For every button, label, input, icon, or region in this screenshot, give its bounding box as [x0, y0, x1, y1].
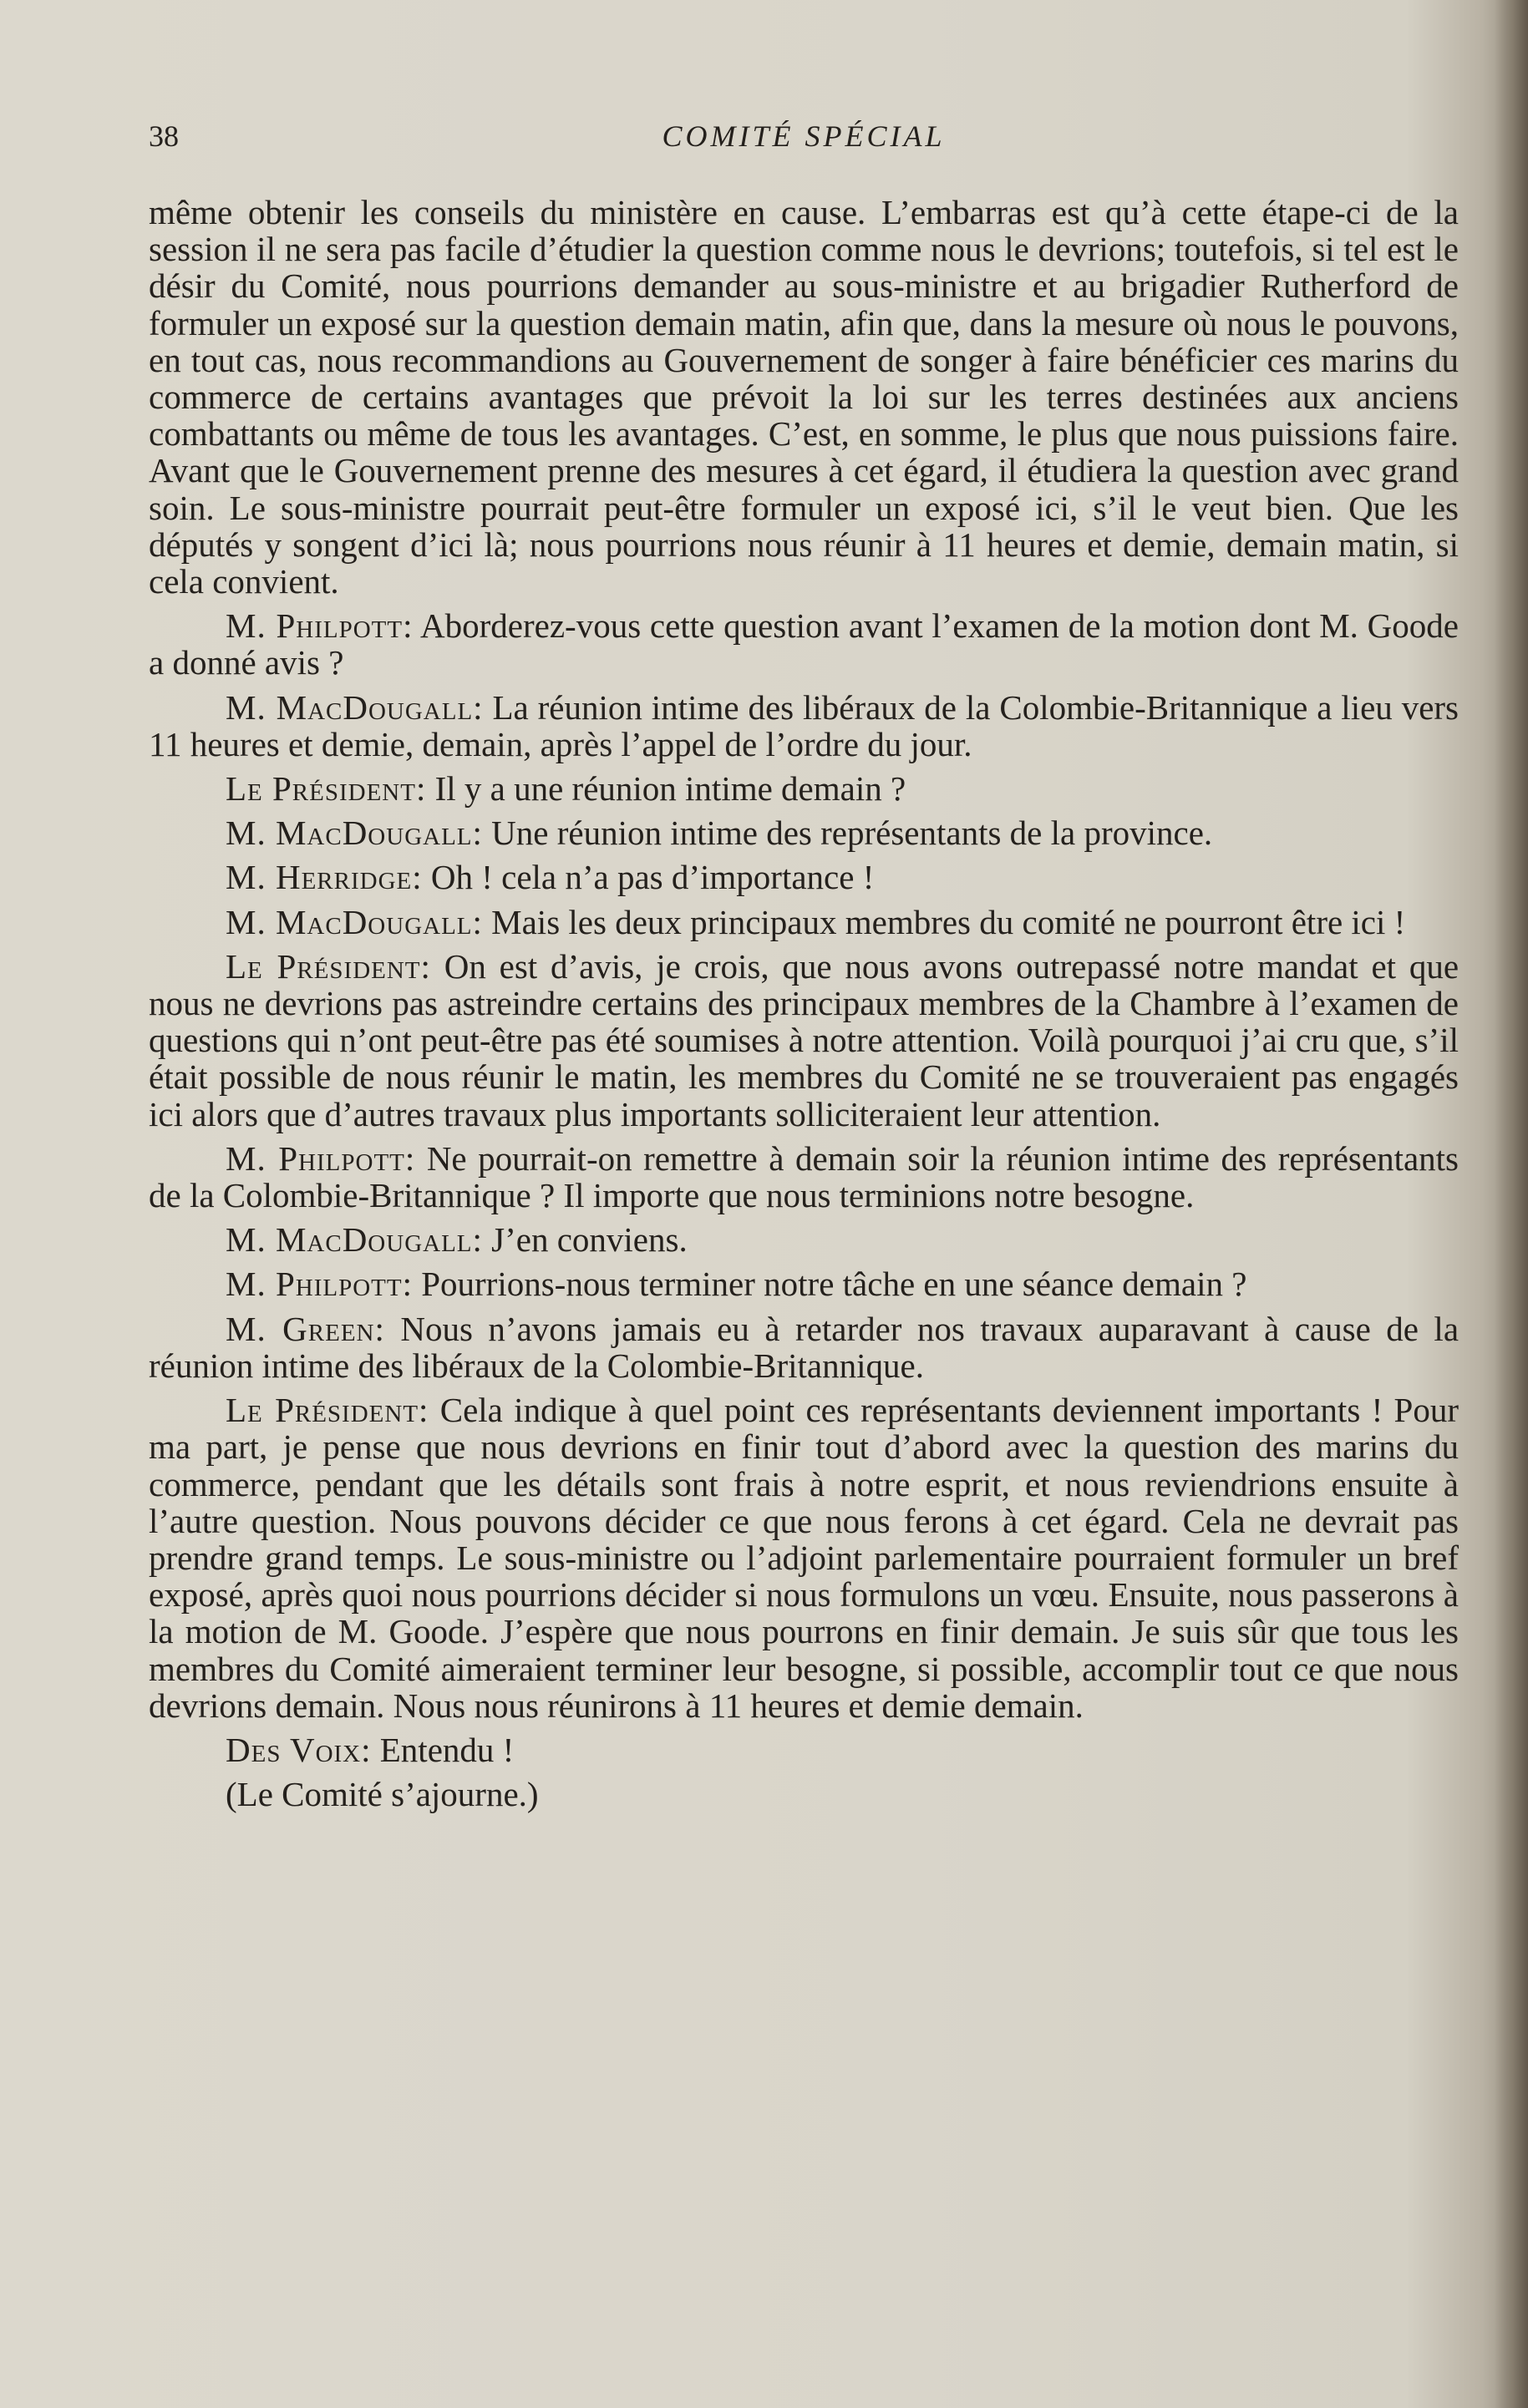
speech-paragraph — [149, 1265, 1459, 1302]
speaker-name: M. MacDougall: — [226, 687, 484, 727]
speaker-name: M. Philpott: — [226, 1265, 413, 1304]
body-text — [149, 194, 1459, 1820]
speaker-name: M. MacDougall: — [226, 1220, 483, 1260]
page-edge-shadow — [1495, 0, 1528, 2408]
speech-text: Entendu ! — [379, 1730, 515, 1769]
speech-text: Pourrions-nous terminer notre tâche en une séance demain ? — [421, 1265, 1247, 1304]
adjournment-text: (Le Comité s’ajourne.) — [226, 1775, 539, 1814]
speech-text: Une réunion intime des représentants de la province. — [491, 814, 1213, 853]
speech-paragraph — [149, 1140, 1459, 1214]
speaker-name: M. MacDougall: — [226, 902, 483, 941]
running-title: COMITÉ SPÉCIAL — [662, 119, 946, 153]
speech-paragraph — [149, 1221, 1459, 1258]
speaker-name: Le Président: — [226, 769, 427, 809]
speaker-name: M. MacDougall: — [226, 814, 483, 853]
speaker-name: Le Président: — [226, 1391, 429, 1430]
speech-text: Nous n’avons jamais eu à retarder nos travaux auparavant à cause de la réunion intime des libéraux de la Colombie-Britannique. — [149, 1309, 1459, 1385]
speaker-name: Des Voix: — [226, 1730, 372, 1769]
closing-note — [149, 1776, 1459, 1812]
speech-paragraph — [149, 948, 1459, 1133]
paragraph-continuation — [149, 194, 1459, 600]
speech-paragraph — [149, 770, 1459, 807]
speech-text: J’en conviens. — [491, 1220, 688, 1260]
page-header — [149, 119, 1459, 155]
speaker-name: M. Herridge: — [226, 858, 423, 897]
speech-text: Oh ! cela n’a pas d’importance ! — [430, 858, 875, 897]
speech-paragraph — [149, 1392, 1459, 1724]
speech-text: Ne pourrait-on remettre à demain soir la réunion intime des représentants de la Colombie-Britannique ? Il importe que nous terminions notre besogne. — [149, 1138, 1459, 1215]
speech-paragraph — [149, 1731, 1459, 1768]
paragraph-text: même obtenir les conseils du ministère en cause. L’embarras est qu’à cette étape-ci de la session il ne sera pas facile d’étudier la question comme nous le devrions; toutefois, si tel est le désir du Comité, nous pourrions demander au sous-ministre et au brigadier Rutherford de formuler un exposé sur la question demain matin, afin que, dans la mesure où nous le pouvons, en tout cas, nous recommandions au Gouvernement de songer à faire bénéficier ces marins du commerce de certains avantages que prévoit la loi sur les terres destinées aux anciens combattants ou même de tous les avantages. C’est, en somme, le plus que nous puissions faire. Avant que le Gouvernement prenne des mesures à cet égard, il étudiera la question avec grand soin. Le sous-ministre pourrait peut-être formuler un exposé ici, s’il le veut bien. Que les députés y songent d’ici là; nous pourrions nous réunir à 11 heures et demie, demain matin, si cela convient. — [149, 193, 1459, 601]
speech-text: La réunion intime des libéraux de la Colombie-Britannique a lieu vers 11 heures et demie, demain, après l’appel de l’ordre du jour. — [149, 687, 1459, 763]
speech-paragraph — [149, 689, 1459, 763]
speaker-name: Le Président: — [226, 946, 431, 986]
speech-text: Mais les deux principaux membres du comité ne pourront être ici ! — [491, 902, 1406, 941]
speech-text: On est d’avis, je crois, que nous avons outrepassé notre mandat et que nous ne devrions pas astreindre certains des principaux membres de la Chambre à l’examen de questions qui n’ont peut-être pas été soumises à notre attention. Voilà pourquoi j’ai cru que, s’il était possible de nous réunir le matin, les membres du Comité ne se trouveraient pas engagés ici alors que d’autres travaux plus importants solliciteraient leur attention. — [149, 946, 1459, 1133]
speech-paragraph — [149, 859, 1459, 895]
speech-paragraph — [149, 1310, 1459, 1384]
speech-paragraph — [149, 904, 1459, 940]
speech-paragraph — [149, 607, 1459, 681]
page-number: 38 — [149, 119, 179, 153]
speech-text: Cela indique à quel point ces représentants deviennent importants ! Pour ma part, je pense que nous devrions en finir tout d’abord avec la question des marins du commerce, pendant que les détails sont frais à notre esprit, et nous reviendrions ensuite à l’autre question. Nous pouvons décider ce que nous ferons à cet égard. Cela ne devrait pas prendre grand temps. Le sous-ministre ou l’adjoint parlementaire pourraient formuler un bref exposé, après quoi nous pourrions décider si nous formulons un vœu. Ensuite, nous passerons à la motion de M. Goode. J’espère que nous pourrons en finir demain. Je suis sûr que tous les membres du Comité aimeraient terminer leur besogne, si possible, accomplir tout ce que nous devrions demain. Nous nous réunirons à 11 heures et demie demain. — [149, 1391, 1459, 1725]
speech-text: Aborderez-vous cette question avant l’examen de la motion dont M. Goode a donné avis ? — [149, 606, 1459, 682]
speaker-name: M. Philpott: — [226, 1138, 416, 1178]
speech-paragraph — [149, 814, 1459, 851]
speaker-name: M. Philpott: — [226, 606, 414, 646]
speech-text: Il y a une réunion intime demain ? — [434, 769, 906, 809]
speaker-name: M. Green: — [226, 1309, 385, 1348]
